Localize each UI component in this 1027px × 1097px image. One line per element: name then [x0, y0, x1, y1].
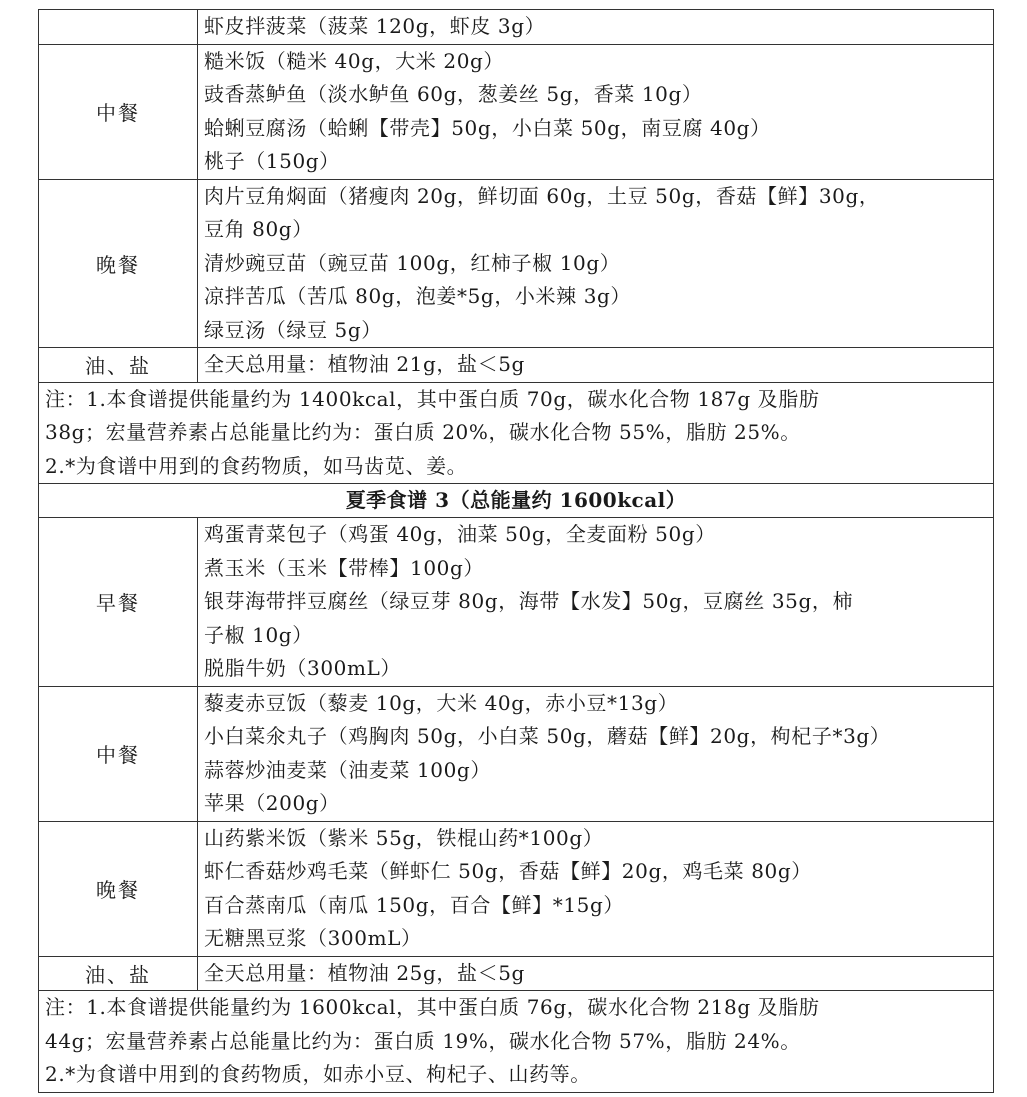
table-row	[39, 821, 994, 956]
dish-line: 清炒豌豆苗（豌豆苗 100g，红柿子椒 10g）	[204, 250, 621, 275]
meal-label: 油、盐	[39, 956, 198, 991]
meal-label	[39, 10, 198, 45]
meal-items	[198, 686, 994, 821]
section-title: 夏季食谱 3（总能量约 1600kcal）	[39, 484, 994, 518]
meal-label: 油、盐	[39, 348, 198, 383]
meal-label: 中餐	[39, 44, 198, 179]
table-row	[39, 518, 994, 687]
meal-items	[198, 348, 994, 383]
note-row	[39, 382, 994, 484]
meal-label: 早餐	[39, 518, 198, 687]
meal-items	[198, 518, 994, 687]
table-row	[39, 44, 994, 179]
dish-line: 苹果（200g）	[204, 791, 340, 815]
meal-items	[198, 44, 994, 179]
table-row	[39, 179, 994, 348]
section-title-row	[39, 484, 994, 518]
note-line: 38g；宏量营养素占总能量比约为：蛋白质 20%，碳水化合物 55%，脂肪 25%。	[45, 420, 801, 444]
dish-line: 山药紫米饭（紫米 55g，铁棍山药*100g）	[204, 825, 604, 850]
meal-label: 晚餐	[39, 821, 198, 956]
dish-line: 豉香蒸鲈鱼（淡水鲈鱼 60g，葱姜丝 5g，香菜 10g）	[204, 82, 703, 106]
menu-table	[38, 9, 994, 1093]
dish-line: 藜麦赤豆饭（藜麦 10g，大米 40g，赤小豆*13g）	[204, 690, 679, 715]
meal-items	[198, 179, 994, 348]
dish-line: 无糖黑豆浆（300mL）	[204, 926, 422, 950]
meal-items	[198, 10, 994, 45]
meal-label: 晚餐	[39, 179, 198, 348]
note-line: 注：1.本食谱提供能量约为 1600kcal，其中蛋白质 76g，碳水化合物 218g 及脂肪	[45, 995, 820, 1019]
dish-line: 百合蒸南瓜（南瓜 150g，百合【鲜】*15g）	[204, 892, 624, 917]
dish-line: 鸡蛋青菜包子（鸡蛋 40g，油菜 50g，全麦面粉 50g）	[204, 522, 716, 546]
dish-line: 虾仁香菇炒鸡毛菜（鲜虾仁 50g，香菇【鲜】20g，鸡毛菜 80g）	[204, 859, 812, 883]
dish-line: 凉拌苦瓜（苦瓜 80g，泡姜*5g，小米辣 3g）	[204, 284, 632, 308]
table-row	[39, 348, 994, 383]
dish-line: 蒜蓉炒油麦菜（油麦菜 100g）	[204, 757, 491, 782]
note-line: 2.*为食谱中用到的食药物质，如马齿苋、姜。	[45, 453, 468, 478]
meal-items	[198, 956, 994, 991]
note-line: 2.*为食谱中用到的食药物质，如赤小豆、枸杞子、山药等。	[45, 1062, 591, 1086]
note-line: 注：1.本食谱提供能量约为 1400kcal，其中蛋白质 70g，碳水化合物 187g 及脂肪	[45, 386, 820, 411]
dish-line: 小白菜氽丸子（鸡胸肉 50g，小白菜 50g，蘑菇【鲜】20g，枸杞子*3g）	[204, 724, 891, 748]
dish-line: 桃子（150g）	[204, 149, 340, 173]
dish-line: 子椒 10g）	[204, 622, 313, 647]
dish-line: 全天总用量：植物油 21g，盐＜5g	[204, 352, 525, 376]
note-cell	[39, 382, 994, 484]
dish-line: 蛤蜊豆腐汤（蛤蜊【带壳】50g，小白菜 50g，南豆腐 40g）	[204, 115, 771, 140]
table-row	[39, 956, 994, 991]
dish-line: 脱脂牛奶（300mL）	[204, 656, 402, 680]
note-row	[39, 991, 994, 1093]
dish-line: 银芽海带拌豆腐丝（绿豆芽 80g，海带【水发】50g，豆腐丝 35g，柿	[204, 589, 854, 613]
dish-line: 绿豆汤（绿豆 5g）	[204, 317, 382, 342]
note-cell	[39, 991, 994, 1093]
note-line: 44g；宏量营养素占总能量比约为：蛋白质 19%，碳水化合物 57%，脂肪 24%。	[45, 1028, 801, 1053]
dish-line: 煮玉米（玉米【带棒】100g）	[204, 555, 484, 580]
dish-line: 糙米饭（糙米 40g，大米 20g）	[204, 48, 505, 73]
table-row	[39, 10, 994, 45]
dish-line: 虾皮拌菠菜（菠菜 120g，虾皮 3g）	[204, 14, 546, 38]
meal-items	[198, 821, 994, 956]
meal-label: 中餐	[39, 686, 198, 821]
dish-line: 肉片豆角焖面（猪瘦肉 20g，鲜切面 60g，土豆 50g，香菇【鲜】30g，	[204, 183, 880, 208]
table-row	[39, 686, 994, 821]
dish-line: 豆角 80g）	[204, 217, 313, 241]
dish-line: 全天总用量：植物油 25g，盐＜5g	[204, 960, 525, 985]
